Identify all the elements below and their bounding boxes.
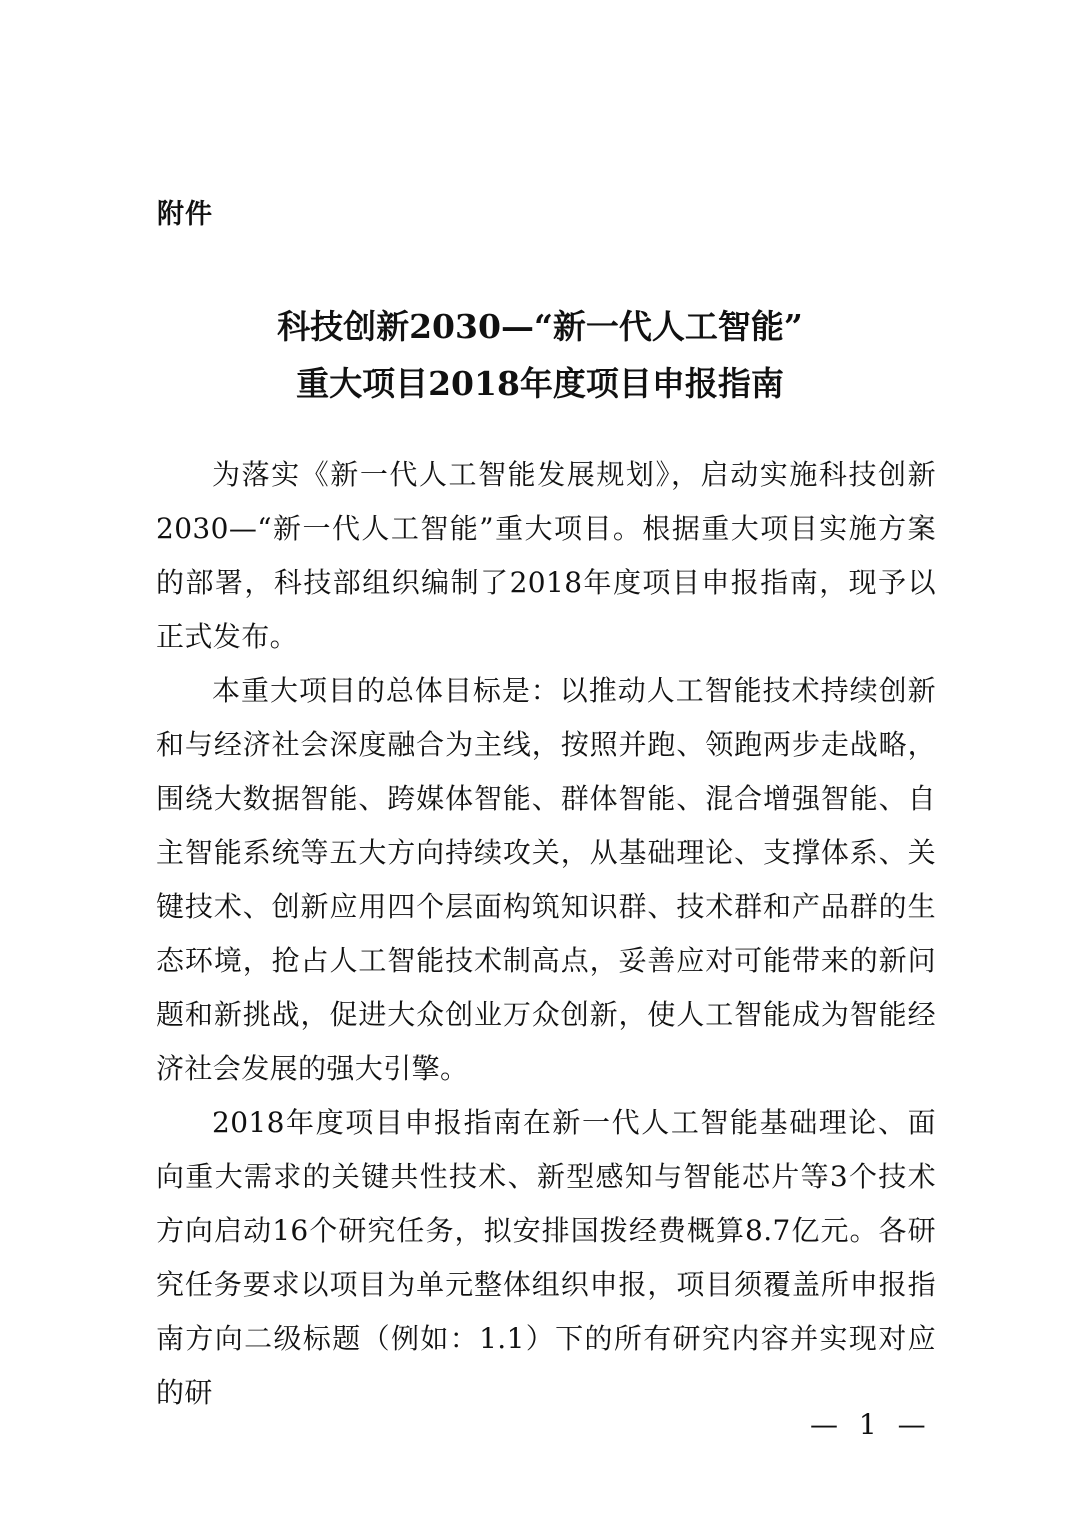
document-title	[0, 298, 1080, 412]
page-number: — 1 —	[810, 1408, 932, 1441]
document-body	[156, 448, 936, 1420]
title-line-2: 重大项目2018年度项目申报指南	[296, 364, 784, 403]
attachment-label: 附件	[157, 199, 213, 230]
paragraph-overall-goal: 本重大项目的总体目标是：以推动人工智能技术持续创新和与经济社会深度融合为主线，按照并跑、领跑两步走战略，围绕大数据智能、跨媒体智能、群体智能、混合增强智能、自主智能系统等五大方向持续攻关，从基础理论、支撑体系、关键技术、创新应用四个层面构筑知识群、技术群和产品群的生态环境，抢占人工智能技术制高点，妥善应对可能带来的新问题和新挑战，促进大众创业万众创新，使人工智能成为智能经济社会发展的强大引擎。	[156, 674, 936, 1085]
title-line-1: 科技创新2030—“新一代人工智能”	[277, 307, 803, 346]
paragraph-intro: 为落实《新一代人工智能发展规划》，启动实施科技创新2030—“新一代人工智能”重大项目。根据重大项目实施方案的部署，科技部组织编制了2018年度项目申报指南，现予以正式发布。	[156, 458, 936, 653]
paragraph-2018-guide: 2018年度项目申报指南在新一代人工智能基础理论、面向重大需求的关键共性技术、新型感知与智能芯片等3个技术方向启动16个研究任务，拟安排国拨经费概算8.7亿元。各研究任务要求以项目为单元整体组织申报，项目须覆盖所申报指南方向二级标题（例如：1.1）下的所有研究内容并实现对应的研	[156, 1106, 936, 1409]
